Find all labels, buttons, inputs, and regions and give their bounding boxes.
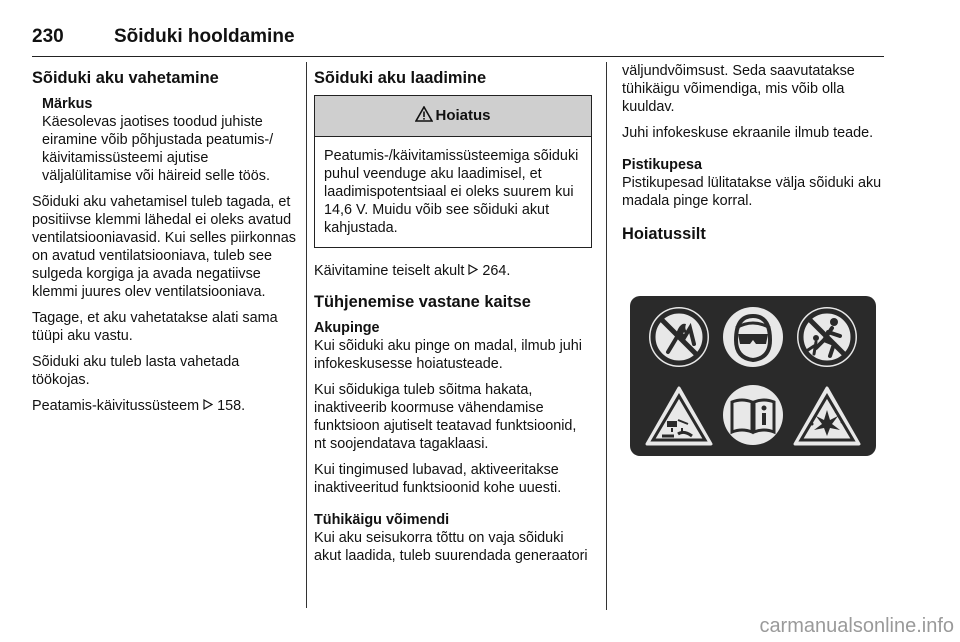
- chapter-title: Sõiduki hooldamine: [114, 26, 295, 47]
- page-ref-triangle-icon: [468, 263, 482, 279]
- read-manual-icon: [720, 382, 786, 448]
- column-2: [314, 62, 592, 573]
- reference-text: Käivitamine teiselt akult: [314, 263, 465, 279]
- battery-warning-label: [630, 296, 876, 456]
- column-3: [622, 62, 884, 251]
- section-title-discharge-protection: Tühjenemise vastane kaitse: [314, 293, 531, 311]
- reference-page: 264.: [482, 263, 511, 279]
- paragraph: Sõiduki aku vahetamisel tuleb tagada, et positiivse klemmi lähedal ei oleks avatud ventilatsiooniavasid. Kui selles piirkonnas on avatud ventilatsiooniava, tuleb see sulgeda korgiga ja avada negatiivse klemmi juures olev ventilatsiooniava.: [32, 194, 296, 300]
- note-text: Käesolevas jaotises toodud juhiste eiramine võib põhjustada peatumis-/ käivitamissüsteemi ajutise väljalülitamise või häireid selle töös.: [42, 114, 274, 184]
- paragraph: Kui aku seisukorra tõttu on vaja sõiduki akut laadida, tuleb suurendada generaatori: [314, 530, 588, 564]
- paragraph: Kui sõidukiga tuleb sõitma hakata, inaktiveerib koormuse vähendamise funktsioon ajutiselt teatavad funktsioonid, nt soojendatava tagaklaasi.: [314, 382, 577, 452]
- page-ref-triangle-icon: [203, 398, 217, 414]
- subsection-title-idle-boost: Tühikäigu võimendi: [314, 512, 450, 528]
- section-title-battery-charging: Sõiduki aku laadimine: [314, 69, 487, 87]
- warning-box: [314, 95, 592, 248]
- no-fire-icon: [646, 304, 712, 370]
- keep-children-away-icon: [794, 304, 860, 370]
- warning-title: Hoiatus: [435, 107, 491, 124]
- paragraph: Tagage, et aku vahetatakse alati sama tüüpi aku vastu.: [32, 310, 278, 344]
- explosion-warning-icon: [792, 384, 862, 448]
- page-reference[interactable]: [32, 397, 300, 415]
- warning-text: Peatumis-/käivitamissüsteemiga sõiduki puhul veenduge aku laadimisel, et laadimispotentsiaal ei oleks suurem kui 14,6 V. Muidu võib see sõiduki akut kahjustada.: [324, 148, 579, 236]
- watermark: carmanualsonline.info: [759, 615, 954, 637]
- page-header: [32, 26, 884, 57]
- paragraph: Kui tingimused lubavad, aktiveeritakse inaktiveeritud funktsioonid kohe uuesti.: [314, 462, 562, 496]
- section-title-battery-replacement: Sõiduki aku vahetamine: [32, 69, 219, 87]
- column-divider: [606, 62, 607, 610]
- column-divider: [306, 62, 307, 608]
- note-title: Märkus: [42, 96, 93, 112]
- paragraph: Pistikupesad lülitatakse välja sõiduki aku madala pinge korral.: [622, 175, 882, 209]
- warning-triangle-icon: [415, 106, 435, 127]
- reference-text: Peatamis-käivitussüsteem: [32, 398, 200, 414]
- subsection-title-battery-voltage: Akupinge: [314, 320, 380, 336]
- paragraph: Sõiduki aku tuleb lasta vahetada töökojas.: [32, 354, 240, 388]
- column-1: [32, 62, 300, 423]
- eye-protection-icon: [720, 304, 786, 370]
- paragraph: Juhi infokeskuse ekraanile ilmub teade.: [622, 125, 874, 141]
- page-number: 230: [32, 26, 64, 47]
- acid-warning-icon: [644, 384, 714, 448]
- note-box: [32, 95, 300, 185]
- paragraph: väljundvõimsust. Seda saavutatakse tühikäigu võimendiga, mis võib olla kuuldav.: [622, 63, 855, 115]
- warning-header: [315, 96, 591, 137]
- section-title-warning-label: Hoiatussilt: [622, 225, 706, 243]
- subsection-title-power-outlet: Pistikupesa: [622, 157, 702, 173]
- reference-page: 158.: [217, 398, 246, 414]
- paragraph: Kui sõiduki aku pinge on madal, ilmub juhi infokeskusesse hoiatusteade.: [314, 338, 582, 372]
- page-reference[interactable]: [314, 262, 592, 280]
